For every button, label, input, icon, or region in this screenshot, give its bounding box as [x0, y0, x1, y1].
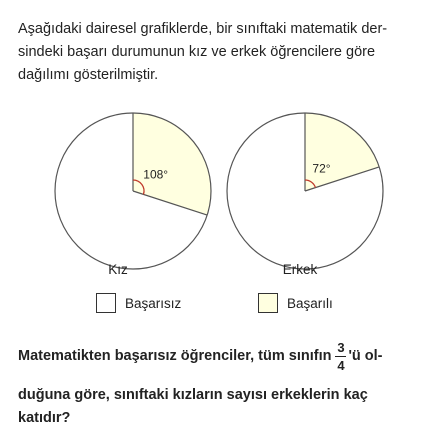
- angle-label: 108°: [143, 167, 169, 182]
- legend-label-unsuccessful: Başarısız: [125, 295, 182, 311]
- question-line: duğuna göre, sınıftaki kızların sayısı erkeklerin kaç: [18, 387, 368, 403]
- fraction: [335, 340, 346, 373]
- intro-line: sindeki başarı durumunun kız ve erkek öğrencilere göre: [18, 44, 376, 60]
- question-rest: [18, 384, 414, 430]
- legend-swatch-unsuccessful: [96, 293, 116, 313]
- intro-line: Aşağıdaki dairesel grafiklerde, bir sınıftaki matematik der-: [18, 21, 388, 37]
- pie-chart-girls-svg: [38, 96, 228, 286]
- pie-chart-boys-svg: [210, 96, 400, 286]
- question-text-before-fraction: Matematikten başarısız öğrenciler, tüm sınıfın: [18, 348, 332, 364]
- angle-label: 72°: [312, 161, 331, 176]
- question-text-after-fraction: 'ü ol-: [348, 348, 383, 364]
- success-slice: [133, 113, 211, 215]
- question-line: [18, 334, 414, 378]
- pie-caption-boys: Erkek: [282, 262, 318, 277]
- fraction-denominator: 4: [337, 357, 345, 373]
- legend-item-unsuccessful: [96, 291, 181, 315]
- question-line: katıdır?: [18, 410, 71, 426]
- legend-item-successful: [258, 291, 333, 315]
- intro-paragraph: [18, 18, 413, 87]
- fraction-bar: [335, 356, 346, 357]
- question-text: [18, 334, 414, 430]
- legend-label-successful: Başarılı: [287, 295, 333, 311]
- fraction-numerator: 3: [337, 339, 345, 355]
- intro-line: dağılımı gösterilmiştir.: [18, 67, 159, 83]
- pie-chart-girls: [38, 96, 228, 286]
- pie-chart-boys: [210, 96, 400, 286]
- pie-caption-girls: Kız: [108, 262, 128, 277]
- legend-swatch-successful: [258, 293, 278, 313]
